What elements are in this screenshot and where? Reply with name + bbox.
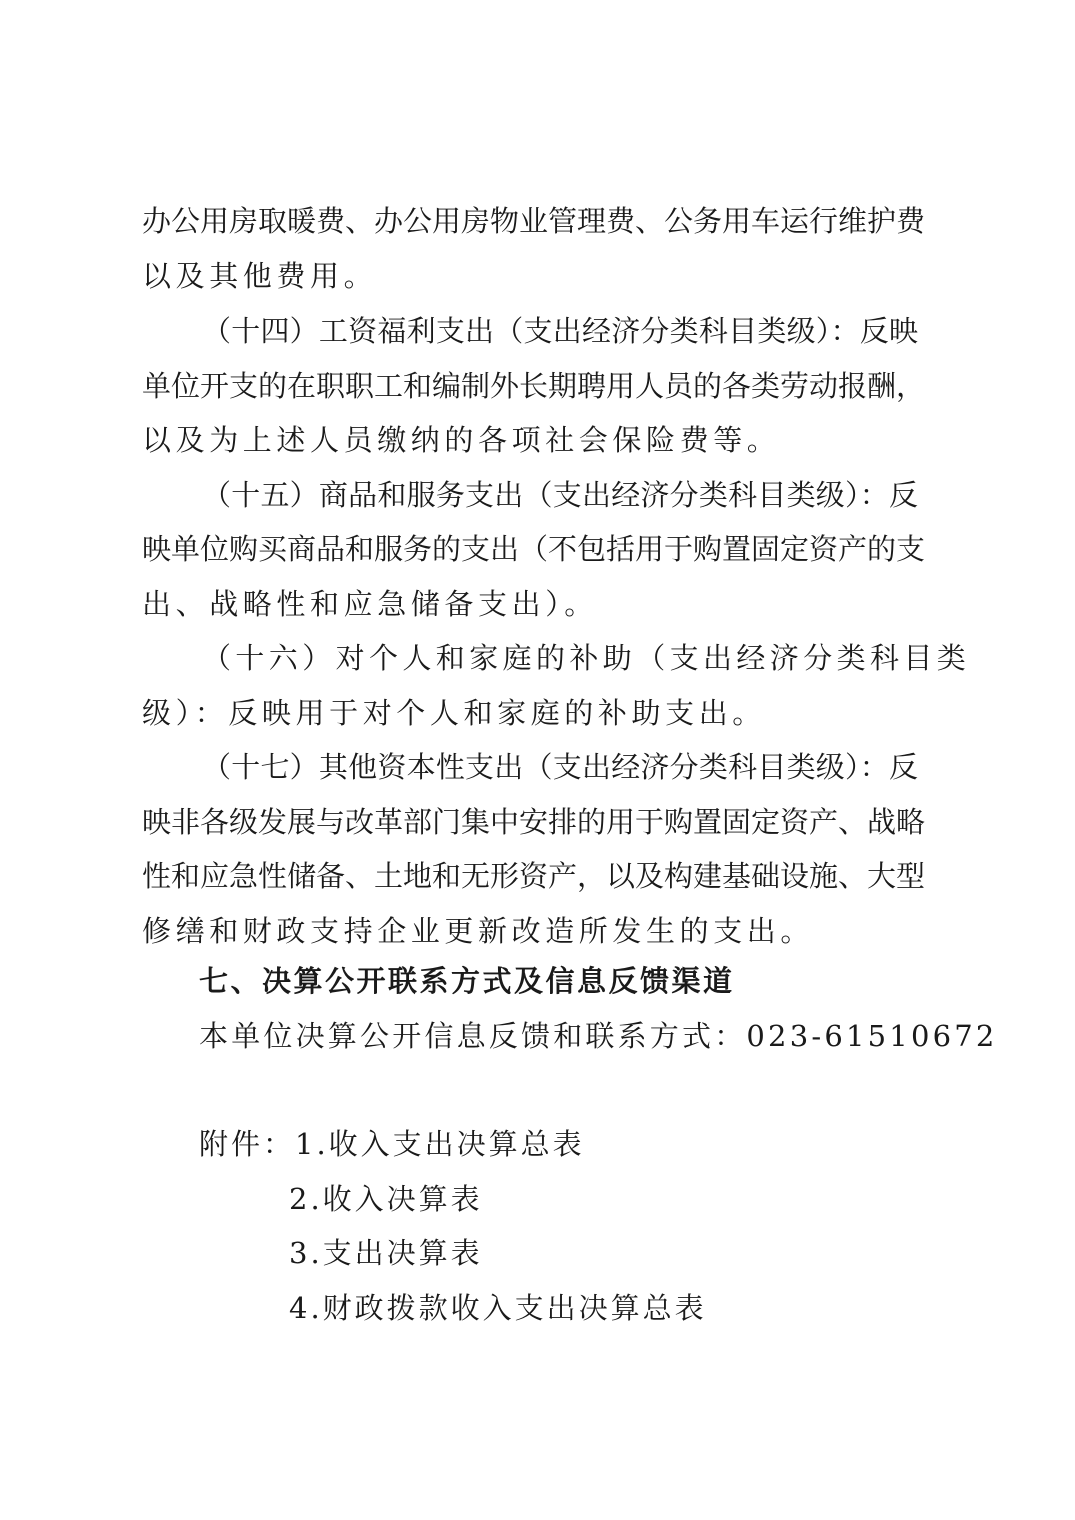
paragraph-line: 级）：反映用于对个人和家庭的补助支出。 [142,696,766,730]
paragraph-line: 办公用房取暖费、办公用房物业管理费、公务用车运行维护费 [142,204,926,238]
paragraph-line: 以及为上述人员缴纳的各项社会保险费等。 [142,423,781,457]
attachment-item-2: 2.收入决算表 [289,1182,483,1216]
section-heading: 七、决算公开联系方式及信息反馈渠道 [199,964,735,998]
paragraph-line: （十六）对个人和家庭的补助（支出经济分类科目类 [202,641,971,675]
paragraph-line: 单位开支的在职职工和编制外长期聘用人员的各类劳动报酬， [142,369,926,403]
paragraph-line: （十五）商品和服务支出（支出经济分类科目类级）：反 [202,478,918,512]
paragraph-line: （十四）工资福利支出（支出经济分类科目类级）：反映 [202,314,918,348]
contact-line: 本单位决算公开信息反馈和联系方式：023-61510672 [199,1019,998,1053]
paragraph-line: 以及其他费用。 [142,259,378,293]
paragraph-line: 修缮和财政支持企业更新改造所发生的支出。 [142,914,815,948]
attachment-item-4: 4.财政拨款收入支出决算总表 [289,1291,707,1325]
paragraph-line: 性和应急性储备、土地和无形资产，以及构建基础设施、大型 [142,859,926,893]
attachment-item-3: 3.支出决算表 [289,1236,483,1270]
paragraph-line: 映单位购买商品和服务的支出（不包括用于购置固定资产的支 [142,532,926,566]
paragraph-line: （十七）其他资本性支出（支出经济分类科目类级）：反 [202,750,918,784]
attachment-item-1: 附件：1.收入支出决算总表 [199,1127,585,1161]
paragraph-line: 出、战略性和应急储备支出）。 [142,587,598,621]
paragraph-line: 映非各级发展与改革部门集中安排的用于购置固定资产、战略 [142,805,926,839]
